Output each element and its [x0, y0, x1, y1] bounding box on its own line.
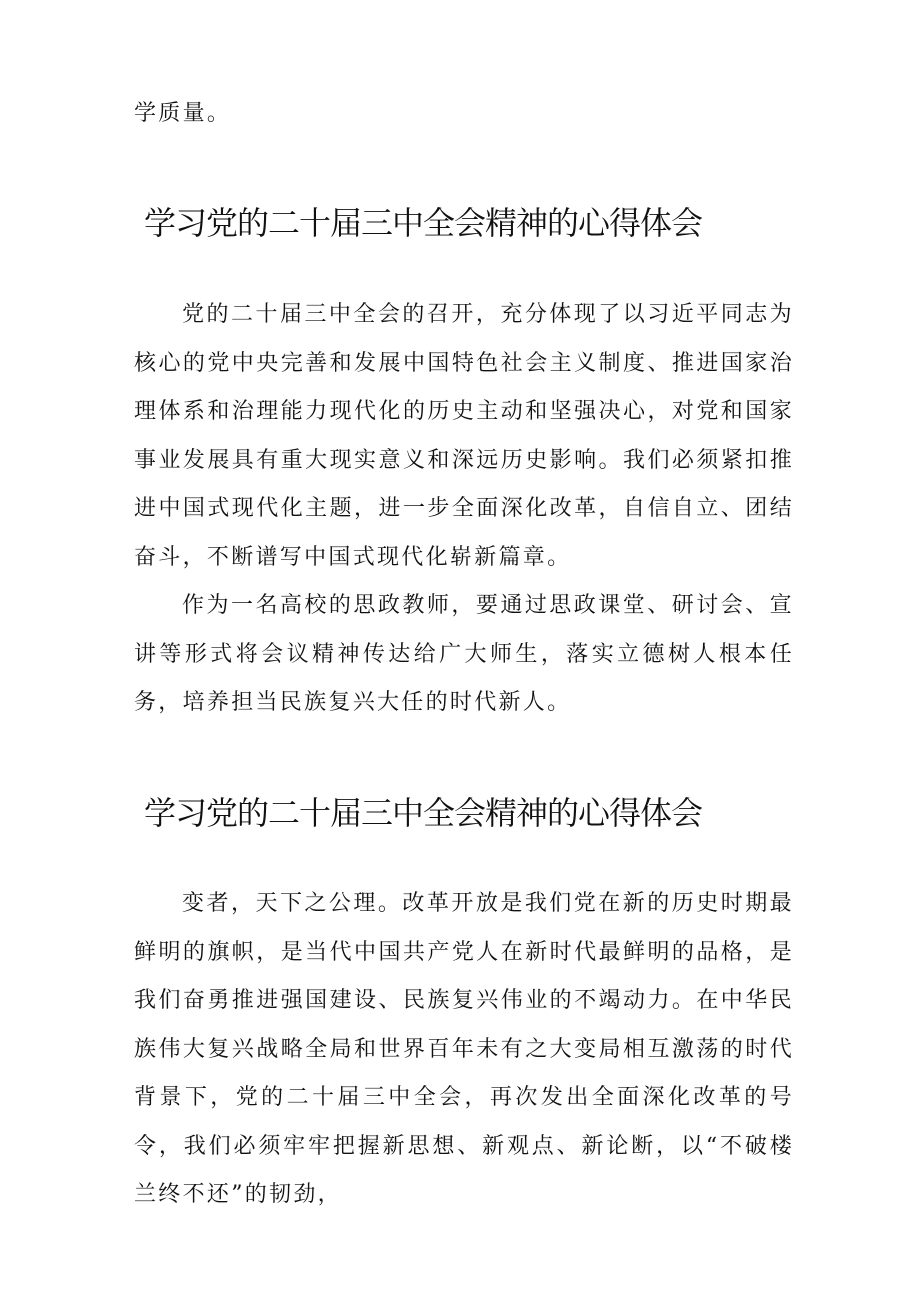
continuation-text: 学质量。 [134, 101, 232, 126]
section-1-title: 学习党的二十届三中全会精神的心得体会 [144, 204, 703, 242]
section-2-title: 学习党的二十届三中全会精神的心得体会 [144, 794, 703, 832]
section-1-paragraph-1: 党的二十届三中全会的召开，充分体现了以习近平同志为核心的党中央完善和发展中国特色社会主义制度、推进国家治理体系和治理能力现代化的历史主动和坚强决心，对党和国家事业发展具有重大现实意义和深远历史影响。我们必须紧扣推进中国式现代化主题，进一步全面深化改革，自信自立、团结奋斗，不断谱写中国式现代化崭新篇章。 [134, 302, 794, 570]
section-1-paragraph-2: 作为一名高校的思政教师，要通过思政课堂、研讨会、宣讲等形式将会议精神传达给广大师生，落实立德树人根本任务，培养担当民族复兴大任的时代新人。 [134, 593, 794, 715]
section-2-paragraph-1: 变者，天下之公理。改革开放是我们党在新的历史时期最鲜明的旗帜，是当代中国共产党人在新时代最鲜明的品格，是我们奋勇推进强国建设、民族复兴伟业的不竭动力。在中华民族伟大复兴战略全局和世界百年未有之大变局相互激荡的时代背景下，党的二十届三中全会，再次发出全面深化改革的号令，我们必须牢牢把握新思想、新观点、新论断，以“不破楼兰终不还”的韧劲， [134, 891, 794, 1207]
